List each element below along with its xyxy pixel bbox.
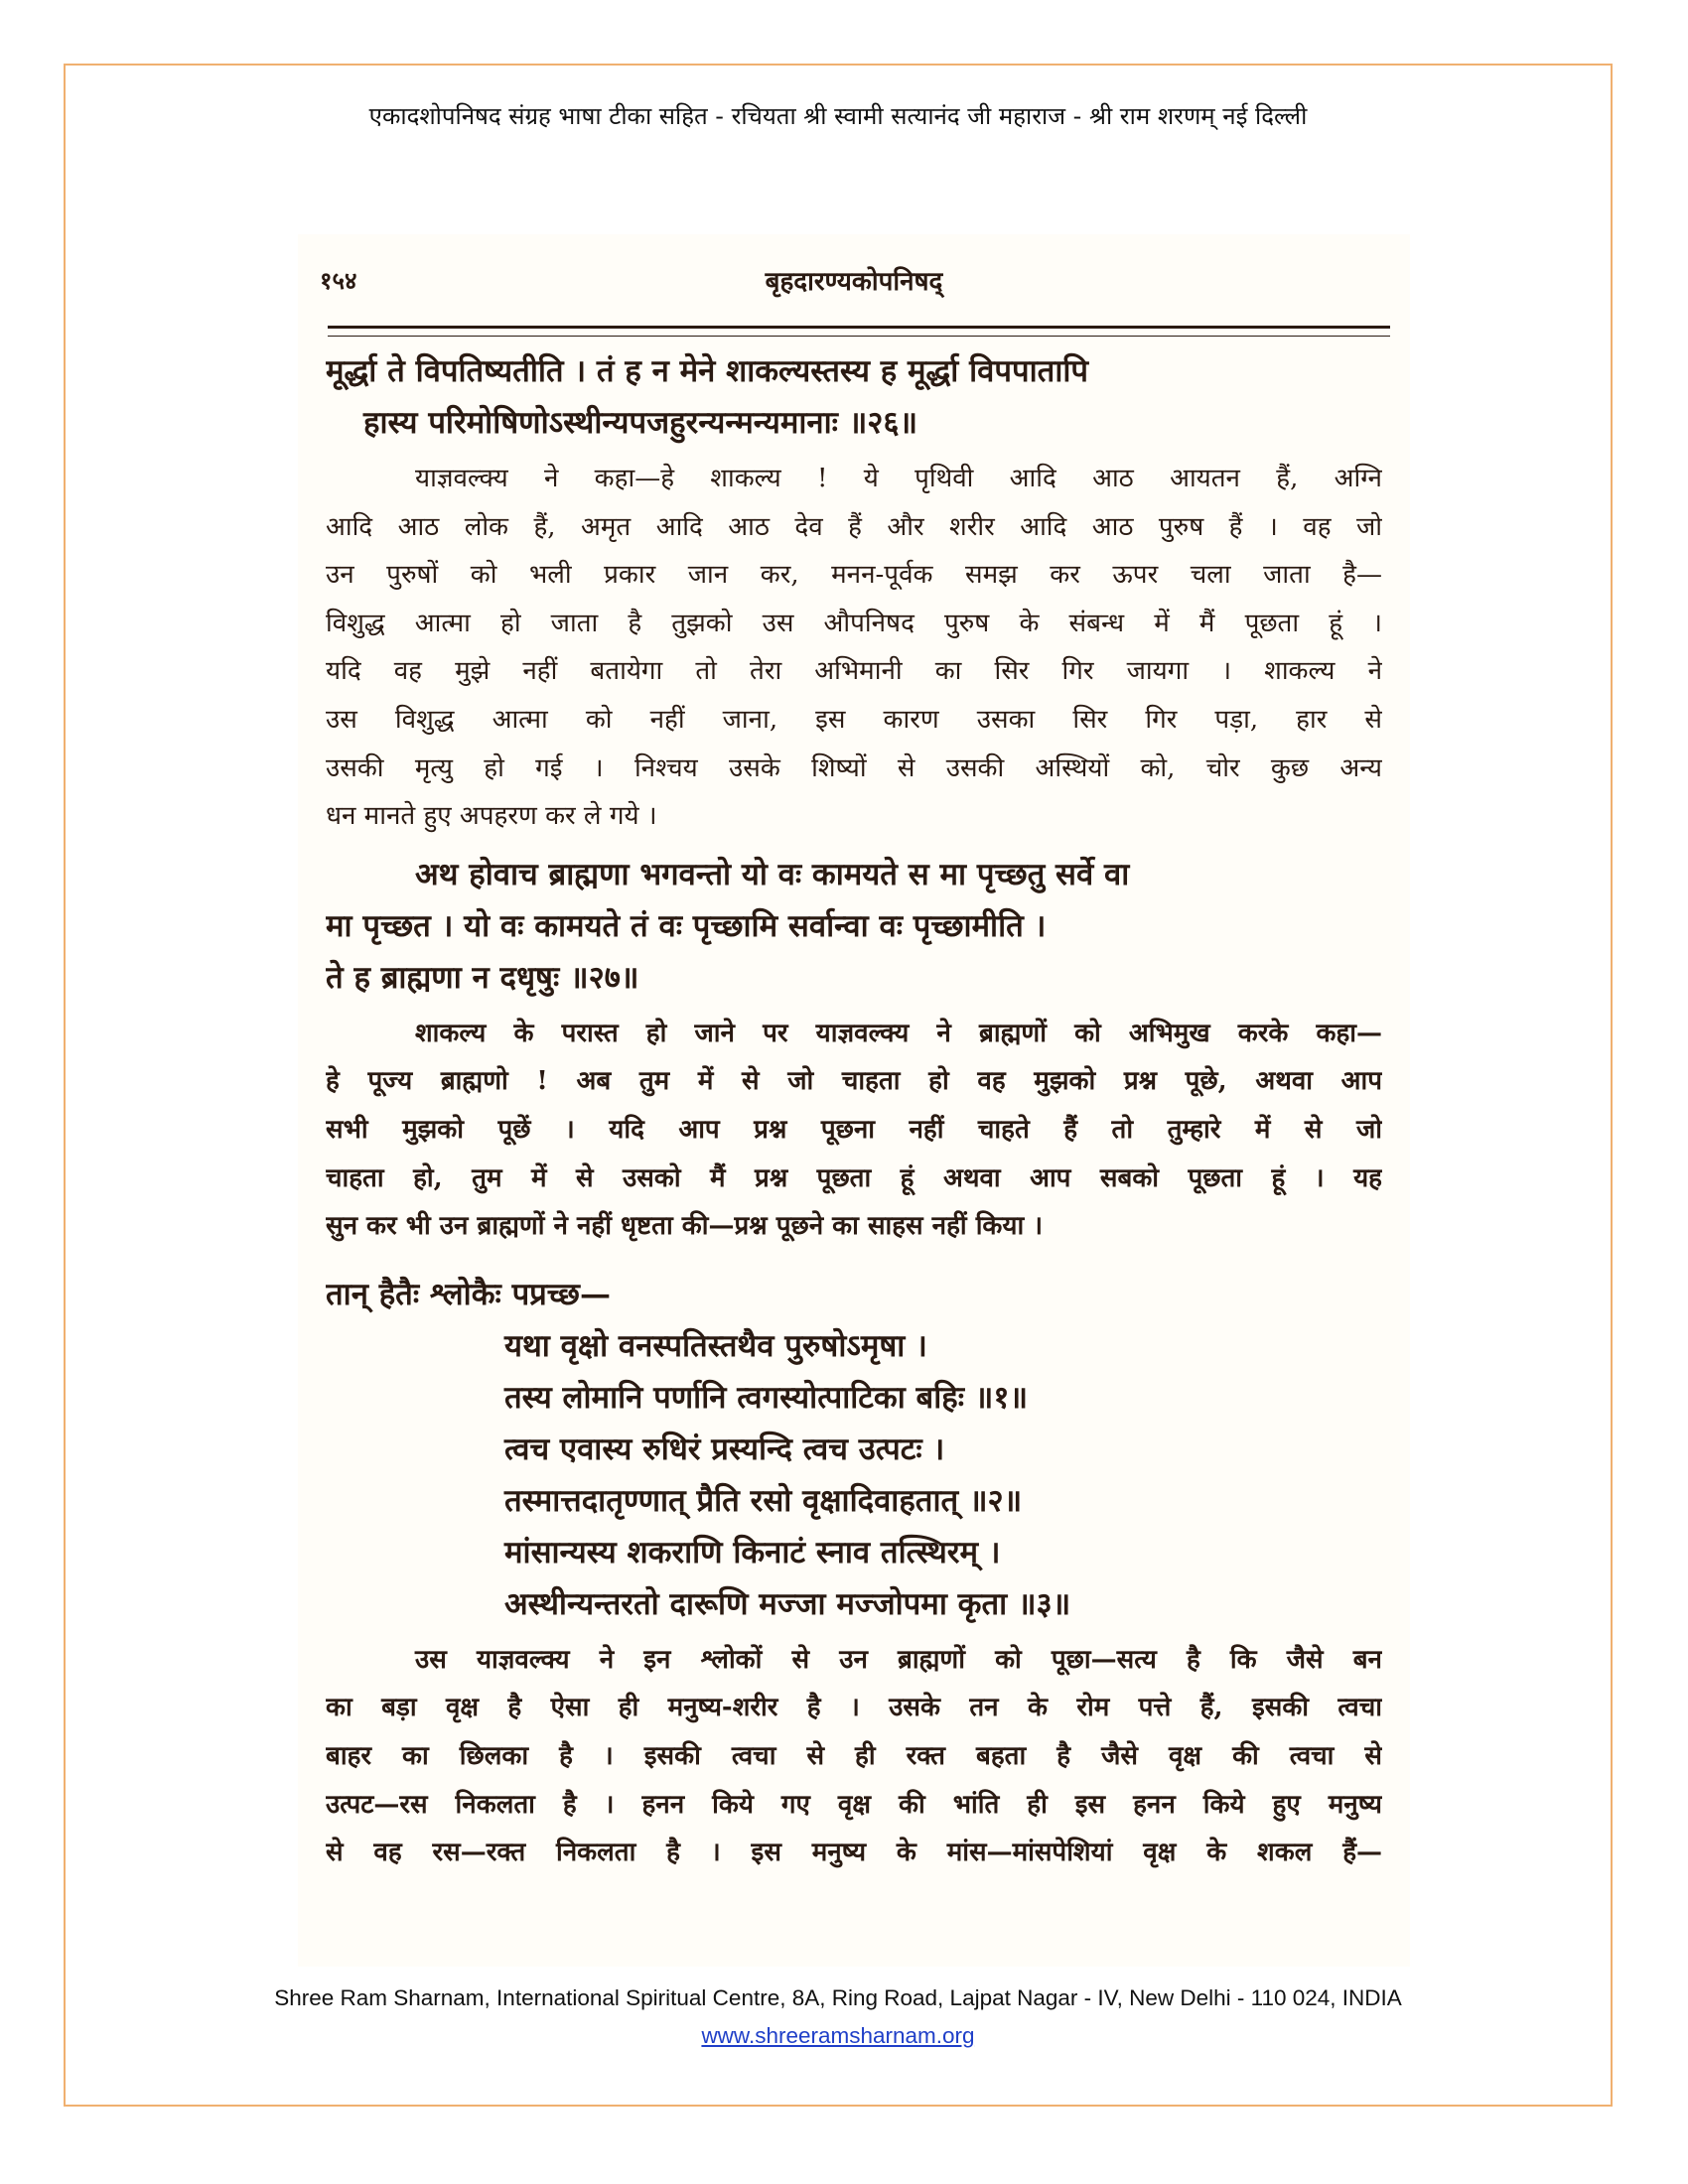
header-rule-thin (328, 336, 1390, 337)
verse-line: अथ होवाच ब्राह्मणा भगवन्तो यो वः कामयते स मा पृच्छतु सर्वे वा (415, 856, 1130, 892)
verse-line: ते ह ब्राह्मणा न दधृषुः ॥२७॥ (326, 959, 639, 996)
commentary-line: उस याज्ञवल्क्य ने इन श्लोकों से उन ब्राह्मणों को पूछा—सत्य है कि जैसे बन (415, 1644, 1382, 1675)
commentary-line: का बड़ा वृक्ष है ऐसा ही मनुष्य-शरीर है । उसके तन के रोम पत्ते हैं, इसकी त्वचा (326, 1693, 1382, 1723)
commentary-line: याज्ञवल्क्य ने कहा—हे शाकल्य ! ये पृथिवी आदि आठ आयतन हैं, अग्नि (415, 464, 1382, 493)
commentary-line: आदि आठ लोक हैं, अमृत आदि आठ देव हैं और शरीर आदि आठ पुरुष हैं । वह जो (326, 511, 1382, 542)
commentary-line: चाहता हो, तुम में से उसको मैं प्रश्न पूछता हूं अथवा आप सबको पूछता हूं । यह (326, 1162, 1382, 1193)
verse-line: मूर्द्धा ते विपतिष्यतीति । तं ह न मेने शाकल्यस्तस्य ह मूर्द्धा विपपातापि (326, 353, 1088, 389)
shloka-line: त्वच एवास्य रुधिरं प्रस्यन्दि त्वच उत्पटः । (504, 1431, 945, 1467)
commentary-line: बाहर का छिलका है । इसकी त्वचा से ही रक्त बहता है जैसे वृक्ष की त्वचा से (326, 1740, 1382, 1771)
page-number: १५४ (320, 266, 357, 295)
scan-content (326, 345, 1382, 1877)
commentary-line: यदि वह मुझे नहीं बतायेगा तो तेरा अभिमानी का सिर गिर जायगा । शाकल्य ने (326, 656, 1382, 687)
verse-intro: तान् हैतैः श्लोकैः पप्रच्छ— (326, 1276, 611, 1312)
shloka-line: अस्थीन्यन्तरतो दारूणि मज्जा मज्जोपमा कृता ॥३॥ (504, 1585, 1071, 1622)
commentary-line: उस विशुद्ध आत्मा को नहीं जाना, इस कारण उसका सिर गिर पड़ा, हार से (326, 704, 1382, 735)
commentary-27 (326, 1010, 1382, 1251)
scan-page-header (298, 260, 1410, 300)
commentary-line: सुन कर भी उन ब्राह्मणों ने नहीं धृष्टता की—प्रश्न पूछने का साहस नहीं किया । (326, 1211, 1044, 1242)
verse-line: हास्य परिमोषिणोऽस्थीन्यपजहुरन्यन्मन्यमानाः ॥२६॥ (363, 405, 918, 441)
shloka-line: मांसान्यस्य शकराणि किनाटं स्नाव तत्स्थिरम् । (504, 1534, 1001, 1570)
commentary-shlokas (326, 1636, 1382, 1877)
website-link[interactable]: www.shreeramsharnam.org (701, 2023, 975, 2048)
shloka-line: तस्मात्तदातृण्णात् प्रैति रसो वृक्षादिवाहतात् ॥२॥ (504, 1482, 1023, 1519)
shloka-line: यथा वृक्षो वनस्पतिस्तथैव पुरुषोऽमृषा । (504, 1327, 927, 1364)
shloka-line: तस्य लोमानि पर्णानि त्वगस्योत्पाटिका बहिः ॥१॥ (504, 1379, 1029, 1416)
verse-line: मा पृच्छत । यो वः कामयते तं वः पृच्छामि सर्वान्वा वः पृच्छामीति । (326, 907, 1047, 944)
commentary-line: धन मानते हुए अपहरण कर ले गये । (326, 801, 657, 832)
commentary-line: हे पूज्य ब्राह्मणो ! अब तुम में से जो चाहता हो वह मुझको प्रश्न पूछे, अथवा आप (326, 1066, 1382, 1097)
page-running-title: बृहदारण्यकोपनिषद् (765, 267, 943, 297)
commentary-line: उसकी मृत्यु हो गई । निश्चय उसके शिष्यों से उसकी अस्थियों को, चोर कुछ अन्य (326, 752, 1382, 783)
header-rule-thick (328, 326, 1390, 329)
verse-26 (326, 345, 1382, 449)
commentary-line: उत्पट—रस निकलता है । हनन किये गए वृक्ष की भांति ही इस हनन किये हुए मनुष्य (326, 1789, 1382, 1820)
scanned-page (298, 234, 1410, 1967)
footer-address: Shree Ram Sharnam, International Spiritual Centre, 8A, Ring Road, Lajpat Nagar - IV, New Delhi - 110 024, INDIA (274, 1985, 1402, 2010)
commentary-line: विशुद्ध आत्मा हो जाता है तुझको उस औपनिषद पुरुष के संबन्ध में मैं पूछता हूं । (326, 608, 1382, 638)
commentary-26 (326, 455, 1382, 841)
commentary-line: शाकल्य के परास्त हो जाने पर याज्ञवल्क्य ने ब्राह्मणों को अभिमुख करके कहा— (415, 1018, 1382, 1048)
commentary-line: से वह रस—रक्त निकलता है । इस मनुष्य के मांस—मांसपेशियां वृक्ष के शकल हैं— (326, 1838, 1382, 1868)
document-header: एकादशोपनिषद संग्रह भाषा टीका सहित - रचियता श्री स्वामी सत्यानंद जी महाराज - श्री राम शरणम् नई दिल्ली (368, 102, 1308, 130)
verse-27 (326, 849, 1382, 1004)
commentary-line: सभी मुझको पूछें । यदि आप प्रश्न पूछना नहीं चाहते हैं तो तुम्हारे में से जो (326, 1114, 1382, 1145)
commentary-line: उन पुरुषों को भली प्रकार जान कर, मनन-पूर्वक समझ कर ऊपर चला जाता है— (326, 560, 1382, 591)
shloka-block (326, 1269, 1382, 1630)
